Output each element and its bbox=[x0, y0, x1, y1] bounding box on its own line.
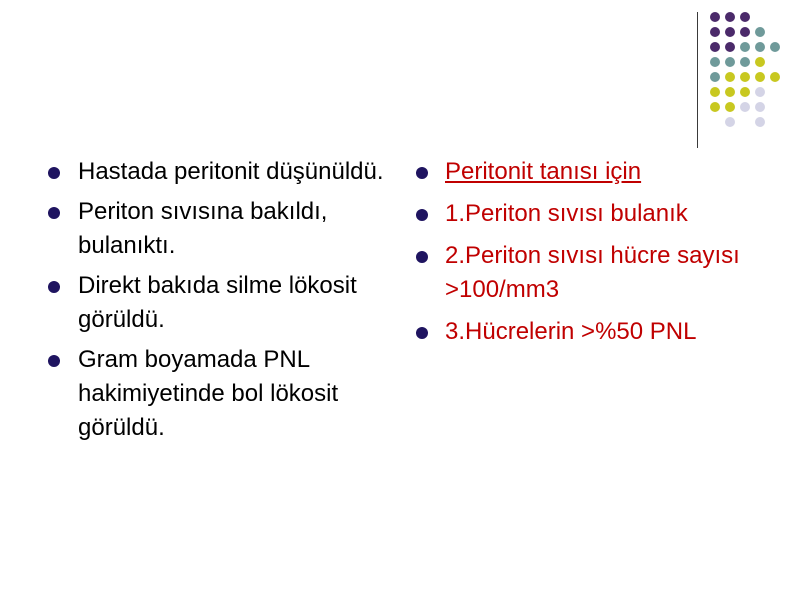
decorative-dot bbox=[740, 42, 750, 52]
decorative-dot bbox=[755, 72, 765, 82]
bullet-text: Gram boyamada PNL hakimiyetinde bol lökosit görüldü. bbox=[78, 346, 339, 441]
decorative-dot bbox=[710, 87, 720, 97]
list-item bbox=[412, 315, 792, 349]
bullet-icon bbox=[48, 281, 60, 293]
decorative-dot bbox=[725, 42, 735, 52]
list-item bbox=[412, 155, 792, 189]
left-column bbox=[44, 155, 384, 451]
bullet-icon bbox=[416, 209, 428, 221]
decorative-dot bbox=[710, 102, 720, 112]
decorative-dot bbox=[725, 72, 735, 82]
bullet-icon bbox=[416, 251, 428, 263]
list-item bbox=[412, 239, 792, 307]
decorative-dot bbox=[755, 117, 765, 127]
decorative-divider-line bbox=[697, 12, 698, 148]
bullet-icon bbox=[48, 167, 60, 179]
decorative-dot bbox=[725, 57, 735, 67]
right-column bbox=[412, 155, 792, 357]
decorative-dot bbox=[740, 102, 750, 112]
left-bullet-list bbox=[44, 155, 384, 445]
bullet-icon bbox=[48, 207, 60, 219]
list-item bbox=[44, 155, 384, 189]
decorative-dot bbox=[755, 27, 765, 37]
decorative-dot bbox=[755, 87, 765, 97]
bullet-icon bbox=[48, 355, 60, 367]
bullet-text: 3.Hücrelerin >%50 PNL bbox=[445, 318, 697, 345]
bullet-text: 1.Periton sıvısı bulanık bbox=[445, 200, 688, 227]
bullet-icon bbox=[416, 327, 428, 339]
decorative-dot bbox=[725, 27, 735, 37]
decorative-dot bbox=[725, 87, 735, 97]
decorative-dot bbox=[710, 42, 720, 52]
list-item bbox=[44, 343, 384, 445]
bullet-text: Direkt bakıda silme lökosit görüldü. bbox=[78, 272, 357, 333]
decorative-dot bbox=[770, 72, 780, 82]
decorative-dot bbox=[710, 27, 720, 37]
decorative-dot bbox=[740, 57, 750, 67]
list-item bbox=[412, 197, 792, 231]
decorative-dot bbox=[710, 12, 720, 22]
list-item bbox=[44, 269, 384, 337]
decorative-dot bbox=[710, 57, 720, 67]
decorative-dot bbox=[740, 87, 750, 97]
decorative-dot bbox=[755, 57, 765, 67]
decorative-dot bbox=[740, 27, 750, 37]
decorative-dot bbox=[725, 102, 735, 112]
right-bullet-list bbox=[412, 155, 792, 349]
decorative-dot bbox=[755, 42, 765, 52]
bullet-text: Periton sıvısına bakıldı, bulanıktı. bbox=[78, 198, 328, 259]
decorative-dot bbox=[725, 117, 735, 127]
decorative-dot bbox=[755, 102, 765, 112]
decorative-dot bbox=[740, 72, 750, 82]
decorative-dot bbox=[770, 42, 780, 52]
bullet-text: 2.Periton sıvısı hücre sayısı >100/mm3 bbox=[445, 242, 740, 303]
decorative-dot bbox=[725, 12, 735, 22]
decorative-dot bbox=[740, 12, 750, 22]
decorative-dot bbox=[710, 72, 720, 82]
list-item bbox=[44, 195, 384, 263]
bullet-heading-text: Peritonit tanısı için bbox=[445, 158, 642, 185]
bullet-text: Hastada peritonit düşünüldü. bbox=[78, 158, 384, 185]
bullet-icon bbox=[416, 167, 428, 179]
